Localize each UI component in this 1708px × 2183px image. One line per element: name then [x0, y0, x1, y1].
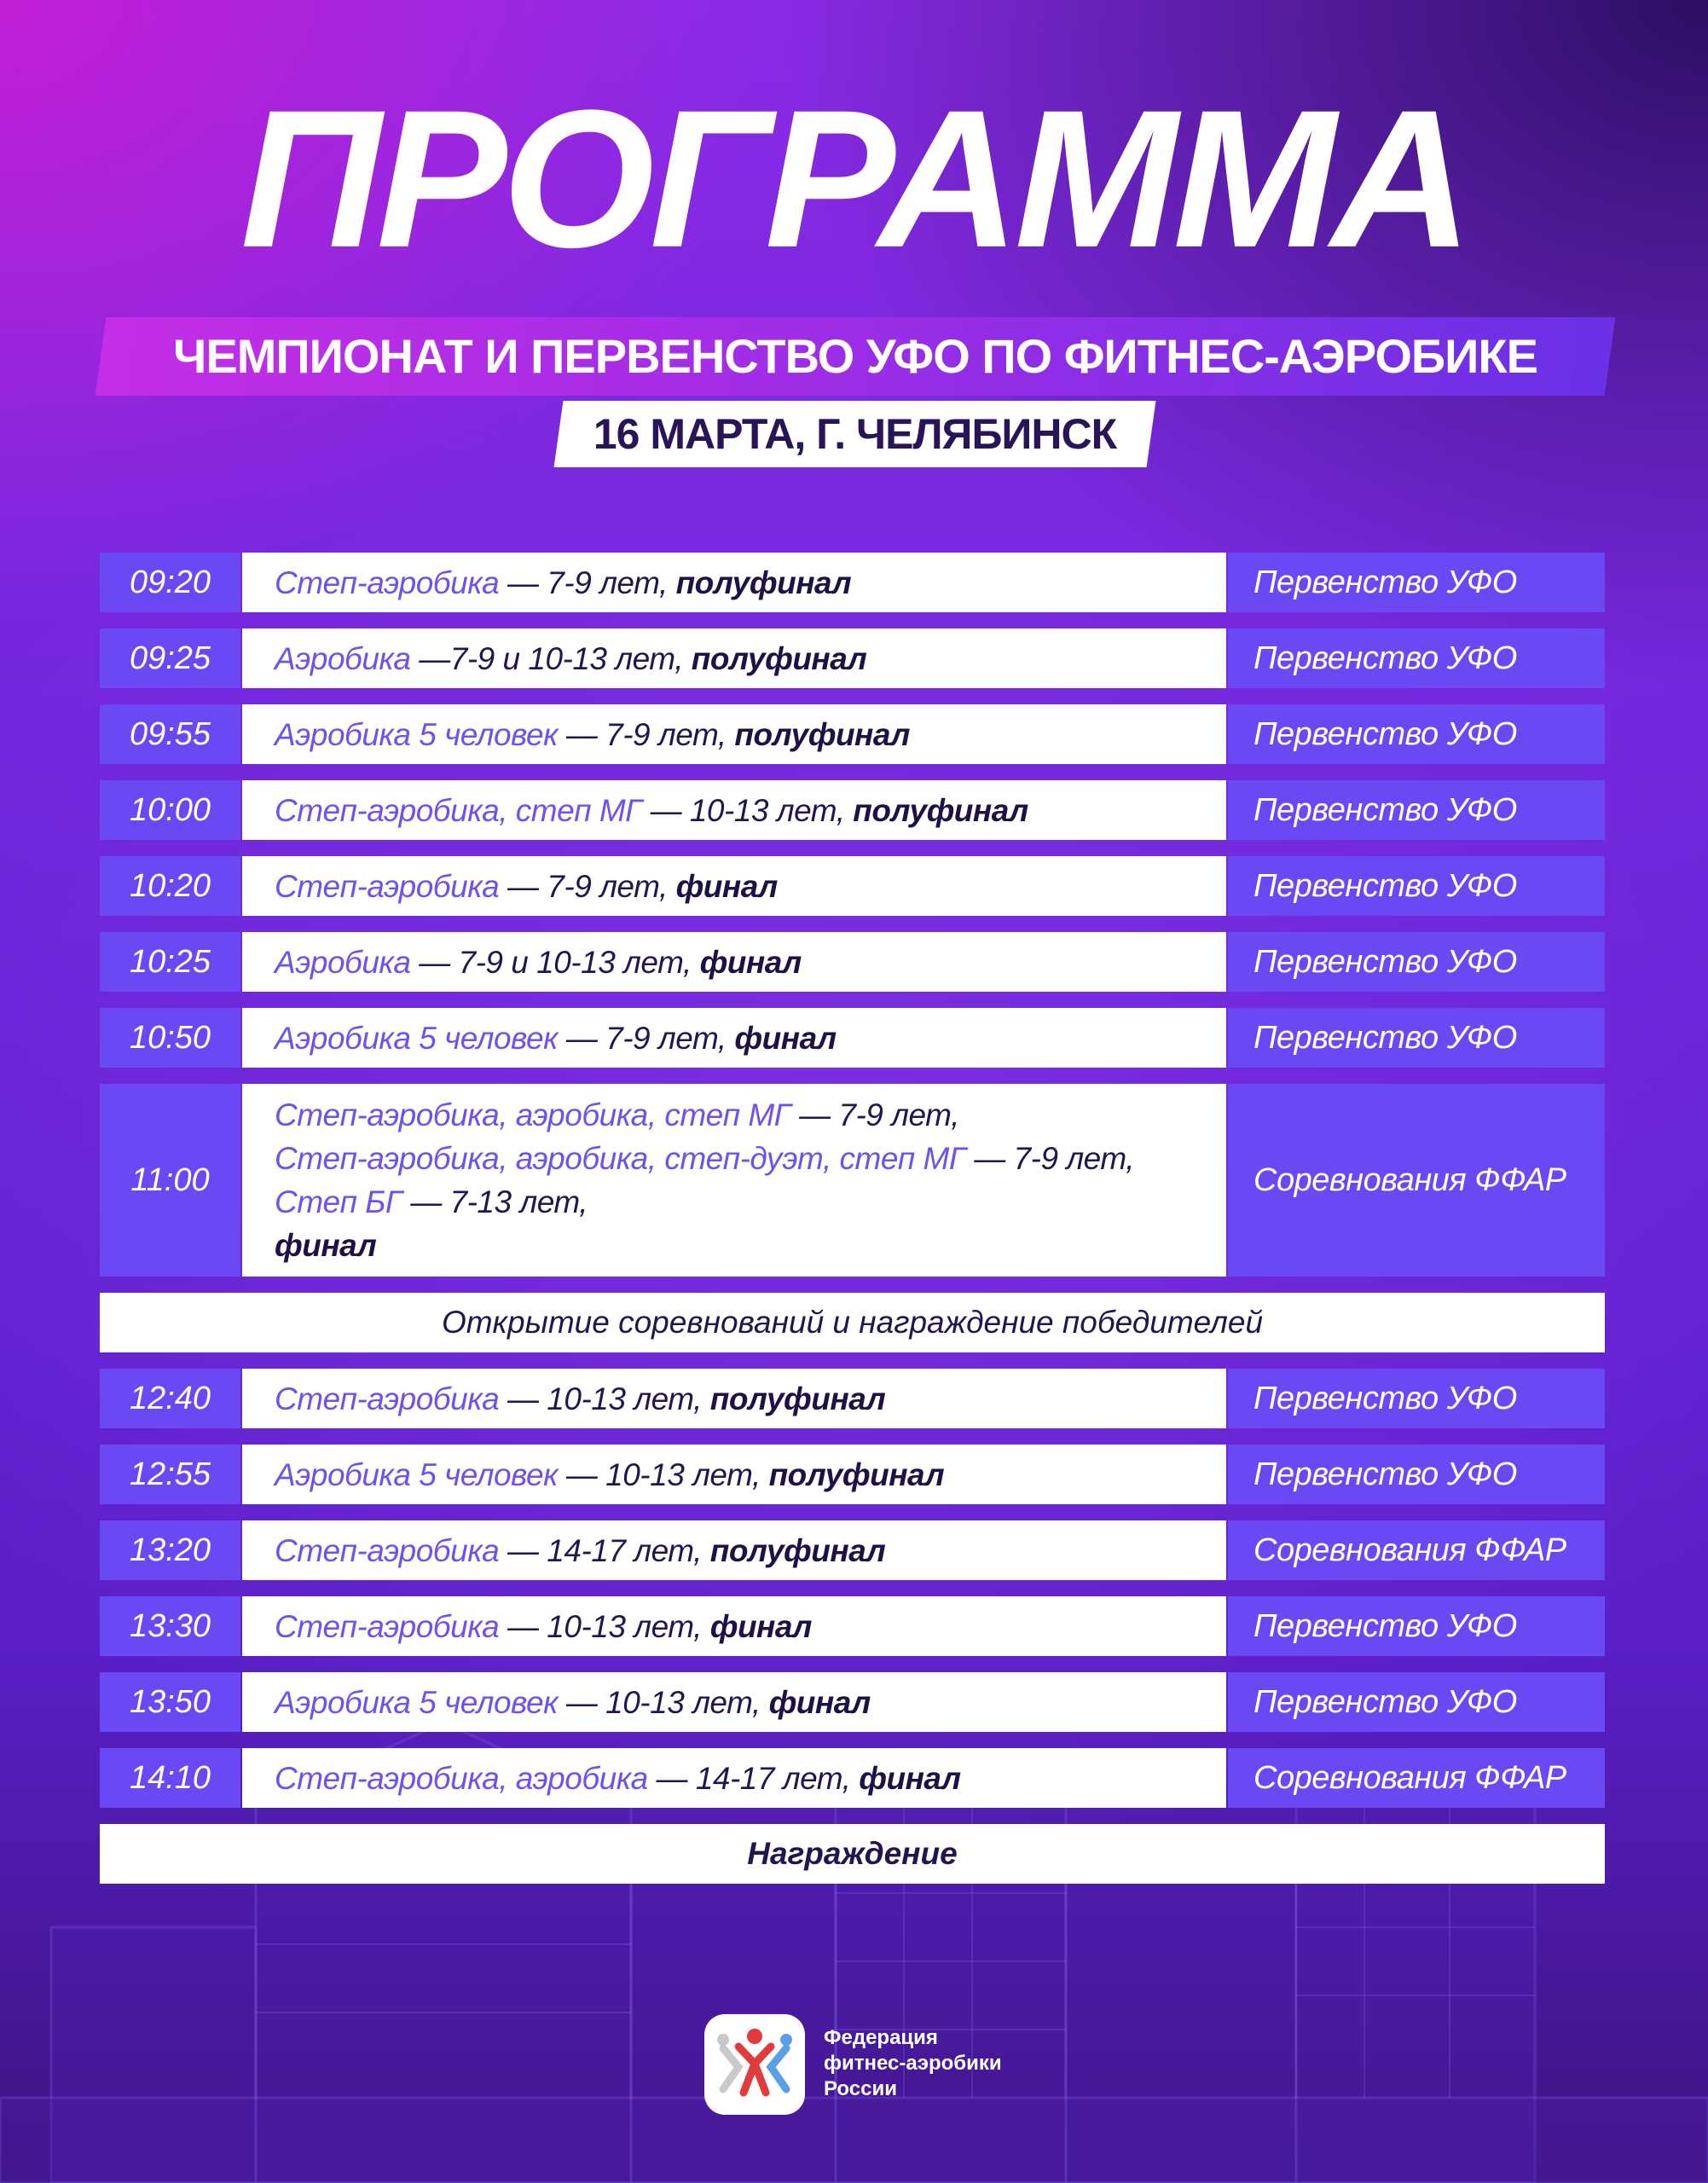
schedule-category: Первенство УФО: [1228, 553, 1605, 612]
schedule-description: [242, 932, 1226, 992]
schedule-row: [100, 553, 1605, 612]
age-group-text: — 7-13 лет,: [402, 1184, 588, 1219]
schedule-section-row: Открытие соревнований и награждение победителей: [100, 1293, 1605, 1352]
schedule-time: 12:55: [100, 1445, 240, 1504]
schedule-row: [100, 628, 1605, 688]
schedule-description: [242, 704, 1226, 764]
discipline-label: Степ-аэробика: [275, 868, 500, 904]
schedule-row: [100, 704, 1605, 764]
schedule-time: 10:25: [100, 932, 240, 992]
discipline-label: Аэробика 5 человек: [275, 1684, 559, 1720]
schedule-description: [242, 1672, 1226, 1732]
schedule-description-line: [275, 1377, 1226, 1421]
schedule-time: 10:00: [100, 780, 240, 840]
discipline-label: Степ-аэробика, степ МГ: [275, 792, 642, 828]
schedule-row: [100, 780, 1605, 840]
schedule-time: 12:40: [100, 1369, 240, 1428]
discipline-label: Степ БГ: [275, 1184, 402, 1219]
schedule-description-line: [275, 1681, 1226, 1724]
event-title: ЧЕМПИОНАТ И ПЕРВЕНСТВО УФО ПО ФИТНЕС-АЭРОБИКЕ: [173, 329, 1537, 383]
stage-label: финал: [709, 1608, 812, 1644]
schedule-category: Первенство УФО: [1228, 856, 1605, 916]
schedule-description-line: [275, 1529, 1226, 1572]
discipline-label: Степ-аэробика: [275, 565, 500, 600]
age-group-text: — 7-9 лет,: [499, 565, 676, 600]
age-group-text: — 14-17 лет,: [647, 1760, 860, 1796]
age-group-text: — 7-9 и 10-13 лет,: [410, 944, 700, 980]
event-title-banner: [96, 317, 1616, 396]
schedule-row: [100, 932, 1605, 992]
schedule-time: 10:50: [100, 1008, 240, 1068]
schedule-description: [242, 1008, 1226, 1068]
schedule-row: [100, 1445, 1605, 1504]
discipline-label: Аэробика 5 человек: [275, 1020, 559, 1056]
schedule-time: 09:25: [100, 628, 240, 688]
schedule-description-line: [275, 637, 1226, 680]
schedule-time: 09:20: [100, 553, 240, 612]
schedule-description-line: [275, 789, 1226, 832]
schedule-row: [100, 1748, 1605, 1808]
schedule-description-line: [275, 1757, 1226, 1800]
schedule-description: [242, 1748, 1226, 1808]
stage-label: полуфинал: [709, 1532, 886, 1568]
age-group-text: — 10-13 лет,: [499, 1381, 710, 1416]
schedule-description: [242, 1369, 1226, 1428]
schedule-description-line: [275, 1605, 1226, 1648]
schedule-description-line: [275, 1224, 1226, 1267]
age-group-text: — 10-13 лет,: [499, 1608, 710, 1644]
stage-label: полуфинал: [691, 640, 867, 676]
schedule-row: [100, 1520, 1605, 1580]
schedule-time: 14:10: [100, 1748, 240, 1808]
discipline-label: Аэробика: [275, 944, 411, 980]
schedule-category: Первенство УФО: [1228, 704, 1605, 764]
discipline-label: Степ-аэробика, аэробика, степ-дуэт, степ МГ: [275, 1141, 966, 1176]
age-group-text: — 10-13 лет,: [558, 1456, 769, 1492]
stage-label: полуфинал: [675, 565, 852, 600]
age-group-text: — 7-9 лет,: [558, 716, 735, 752]
schedule-description: [242, 780, 1226, 840]
schedule-description-line: [275, 941, 1226, 984]
discipline-label: Аэробика 5 человек: [275, 1456, 559, 1492]
schedule-description-line: [275, 1137, 1226, 1180]
schedule-category: Соревнования ФФАР: [1228, 1748, 1605, 1808]
age-group-text: —7-9 и 10-13 лет,: [410, 640, 692, 676]
schedule-row: [100, 1672, 1605, 1732]
stage-label: финал: [768, 1684, 871, 1720]
stage-label: полуфинал: [853, 792, 1028, 828]
schedule-category: Первенство УФО: [1228, 1008, 1605, 1068]
schedule-description-line: [275, 561, 1226, 605]
federation-name-line-2: фитнес-аэробики: [824, 2052, 1002, 2075]
schedule-time: 13:50: [100, 1672, 240, 1732]
stage-label: финал: [675, 868, 778, 904]
discipline-label: Степ-аэробика: [275, 1532, 500, 1568]
schedule-time: 13:20: [100, 1520, 240, 1580]
schedule-description: [242, 1084, 1226, 1277]
stage-label: полуфинал: [709, 1381, 886, 1416]
discipline-label: Степ-аэробика, аэробика: [275, 1760, 648, 1796]
schedule-category: Первенство УФО: [1228, 1445, 1605, 1504]
schedule-section-row: Награждение: [100, 1824, 1605, 1884]
schedule-category: Первенство УФО: [1228, 1596, 1605, 1656]
schedule-description-line: [275, 865, 1226, 908]
schedule-description-line: [275, 1093, 1226, 1137]
schedule-row: [100, 1596, 1605, 1656]
schedule-category: Первенство УФО: [1228, 1369, 1605, 1428]
discipline-label: Степ-аэробика: [275, 1608, 500, 1644]
schedule-row: [100, 1369, 1605, 1428]
schedule-description-line: [275, 1180, 1226, 1224]
schedule-description: [242, 856, 1226, 916]
schedule-time: 13:30: [100, 1596, 240, 1656]
schedule-category: Первенство УФО: [1228, 1672, 1605, 1732]
stage-label: полуфинал: [768, 1456, 945, 1492]
schedule-row: [100, 1008, 1605, 1068]
schedule-description-line: [275, 1016, 1226, 1060]
stage-label: финал: [859, 1760, 961, 1796]
age-group-text: — 7-9 лет,: [965, 1141, 1135, 1176]
date-place: 16 МАРТА, Г. ЧЕЛЯБИНСК: [593, 410, 1117, 458]
schedule-category: Соревнования ФФАР: [1228, 1084, 1605, 1277]
schedule-time: 09:55: [100, 704, 240, 764]
schedule-description-line: [275, 713, 1226, 756]
schedule-time: 10:20: [100, 856, 240, 916]
stage-label: финал: [699, 944, 802, 980]
schedule-description: [242, 628, 1226, 688]
schedule-category: Первенство УФО: [1228, 780, 1605, 840]
date-place-banner: [554, 401, 1156, 467]
age-group-text: — 14-17 лет,: [499, 1532, 710, 1568]
discipline-label: Аэробика: [275, 640, 411, 676]
schedule-table: [100, 553, 1605, 1900]
stage-label: финал: [734, 1020, 837, 1056]
age-group-text: — 7-9 лет,: [558, 1020, 735, 1056]
age-group-text: — 10-13 лет,: [558, 1684, 769, 1720]
age-group-text: — 10-13 лет,: [641, 792, 854, 828]
schedule-category: Первенство УФО: [1228, 628, 1605, 688]
federation-name-line-1: Федерация: [824, 2026, 938, 2049]
federation-logo-icon: [704, 2014, 805, 2115]
schedule-category: Первенство УФО: [1228, 932, 1605, 992]
federation-name-line-3: России: [824, 2077, 897, 2100]
age-group-text: — 7-9 лет,: [790, 1097, 959, 1132]
schedule-description-line: [275, 1453, 1226, 1497]
age-group-text: — 7-9 лет,: [499, 868, 676, 904]
schedule-category: Соревнования ФФАР: [1228, 1520, 1605, 1580]
schedule-description: [242, 1445, 1226, 1504]
stage-label: полуфинал: [734, 716, 910, 752]
stage-label: финал: [275, 1228, 377, 1263]
schedule-description: [242, 1596, 1226, 1656]
schedule-row: [100, 856, 1605, 916]
schedule-time: 11:00: [100, 1084, 240, 1277]
page-title: ПРОГРАММА: [240, 69, 1468, 288]
discipline-label: Степ-аэробика: [275, 1381, 500, 1416]
schedule-description: [242, 553, 1226, 612]
schedule-row: [100, 1084, 1605, 1277]
schedule-description: [242, 1520, 1226, 1580]
federation-logo: [704, 2014, 805, 2115]
discipline-label: Аэробика 5 человек: [275, 716, 559, 752]
discipline-label: Степ-аэробика, аэробика, степ МГ: [275, 1097, 791, 1132]
federation-name: [824, 2025, 1002, 2102]
